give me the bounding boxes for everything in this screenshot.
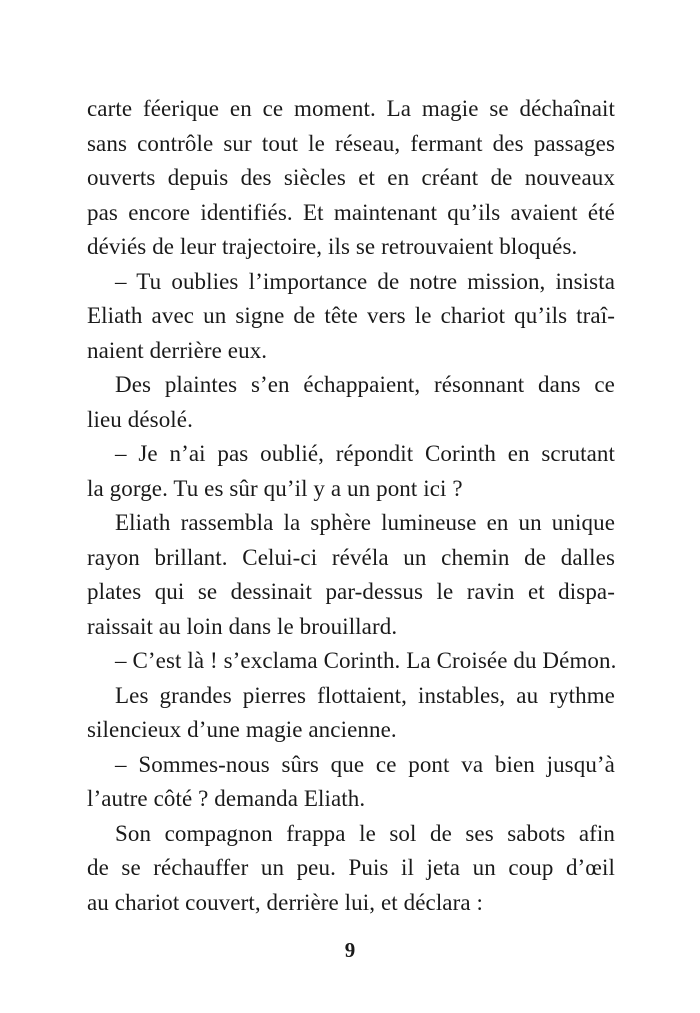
- text-line: – Tu oublies l’importance de notre mission, insista: [115, 268, 615, 294]
- text-line: – C’est là ! s’exclama Corinth. La Croisée du Démon.: [115, 648, 617, 673]
- text-line: Eliath rassembla la sphère lumineuse en un unique: [115, 510, 615, 535]
- text-line: ouverts depuis des siècles et en créant de nouveaux: [87, 165, 615, 190]
- text-line: raissait au loin dans le brouillard.: [87, 613, 398, 639]
- body-text: [87, 92, 615, 920]
- page-number: 9: [344, 938, 356, 962]
- text-line: – Sommes-nous sûrs que ce pont va bien jusqu’à: [115, 751, 615, 777]
- text-line: sans contrôle sur tout le réseau, fermant des passages: [87, 130, 615, 156]
- text-line: rayon brillant. Celui-ci révéla un chemin de dalles: [87, 544, 615, 570]
- text-line: de se réchauffer un peu. Puis il jeta un coup d’œil: [87, 855, 615, 880]
- text-line: plates qui se dessinait par-dessus le ravin et dispa-: [87, 579, 615, 604]
- text-line: déviés de leur trajectoire, ils se retrouvaient bloqués.: [87, 234, 578, 259]
- text-line: au chariot couvert, derrière lui, et déclara :: [87, 889, 484, 915]
- text-line: naient derrière eux.: [87, 337, 268, 363]
- text-line: pas encore identifiés. Et maintenant qu’ils avaient été: [87, 199, 615, 225]
- text-line: la gorge. Tu es sûr qu’il y a un pont ici ?: [87, 475, 463, 501]
- text-line: Des plaintes s’en échappaient, résonnant dans ce: [115, 372, 615, 397]
- text-line: Son compagnon frappa le sol de ses sabots afin: [115, 820, 615, 846]
- text-line: silencieux d’une magie ancienne.: [87, 717, 397, 742]
- text-line: – Je n’ai pas oublié, répondit Corinth en scrutant: [115, 441, 615, 466]
- text-line: lieu désolé.: [87, 406, 193, 432]
- text-line: Les grandes pierres flottaient, instables, au rythme: [115, 682, 615, 708]
- text-line: carte féerique en ce moment. La magie se déchaînait: [87, 96, 615, 121]
- text-line: Eliath avec un signe de tête vers le chariot qu’ils traî-: [87, 303, 615, 328]
- text-line: l’autre côté ? demanda Eliath.: [87, 786, 366, 811]
